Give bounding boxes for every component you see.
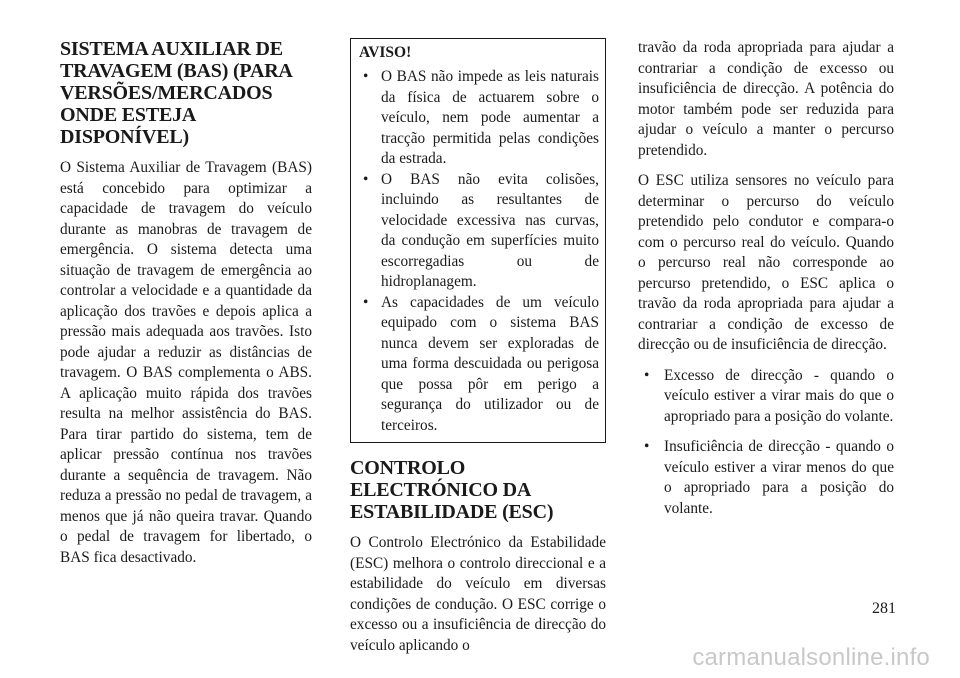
watermark: carmanualsonline.info xyxy=(692,644,930,671)
warning-list xyxy=(359,67,599,436)
esc-continued: travão da roda apropriada para ajudar a contrariar a condição de excesso ou insuficiência de direcção. A potência do motor também pode ser reduzida para ajudar o veículo a manter o percurso pretendido. xyxy=(638,39,894,159)
warning-item: • As capacidades de um veículo equipado com o sistema BAS nunca devem ser exploradas de uma forma descuidada ou perigosa que possa pôr em perigo a segurança do utilizador ou de terceiros. xyxy=(359,293,599,437)
page-number: 281 xyxy=(872,600,896,617)
middle-column xyxy=(350,38,606,666)
warning-title: AVISO! xyxy=(359,44,412,61)
warning-item: • O BAS não impede as leis naturais da física de actuarem sobre o veículo, nem pode aumentar a tracção permitida pelas condições da estrada. xyxy=(359,67,599,170)
warning-box xyxy=(350,38,606,443)
esc-heading: CONTROLO ELECTRÓNICO DA ESTABILIDADE (ESC) xyxy=(350,457,554,523)
bas-heading: SISTEMA AUXILIAR DE TRAVAGEM (BAS) (PARA VERSÕES/MERCADOS ONDE ESTEJA DISPONÍVEL) xyxy=(60,38,292,148)
warning-item: • O BAS não evita colisões, incluindo as resultantes de velocidade excessiva nas curvas, da condução em superfícies muito escorregadias ou de hidroplanagem. xyxy=(359,170,599,293)
esc-intro: O Controlo Electrónico da Estabilidade (ESC) melhora o controlo direccional e a estabilidade do veículo em diversas condições de condução. O ESC corrige o excesso ou a insuficiência de direcção do veículo aplicando o xyxy=(350,534,606,654)
left-column xyxy=(60,38,312,578)
esc-sensors: O ESC utiliza sensores no veículo para determinar o percurso do veículo pretendido pelo condutor e compara-o com o percurso real do veículo. Quando o percurso real não corresponde ao percurso pretendido, o ESC aplica o travão da roda apropriada para ajudar a contrariar a condição de excesso de direcção ou de insuficiência de direcção. xyxy=(638,172,894,353)
understeer-item: • Insuficiência de direcção - quando o veículo estiver a virar menos do que o apropriado para a posição do volante. xyxy=(638,437,894,519)
oversteer-item: • Excesso de direcção - quando o veículo estiver a virar mais do que o apropriado para a posição do volante. xyxy=(638,366,894,428)
right-column xyxy=(638,38,894,529)
esc-conditions-list xyxy=(638,366,894,520)
bas-description: O Sistema Auxiliar de Travagem (BAS) está concebido para optimizar a capacidade de travagem do veículo durante as manobras de travagem de emergência. O sistema detecta uma situação de travagem de emergência ao controlar a velocidade e a quantidade da aplicação dos travões e depois aplica a pressão mais adequada aos travões. Isto pode ajudar a reduzir as distâncias de travagem. O BAS complementa o ABS. A aplicação muito rápida dos travões resulta na melhor assistência do BAS. Para tirar partido do sistema, tem de aplicar pressão contínua nos travões durante a sequência de travagem. Não reduza a pressão no pedal de travagem, a menos que já não queira travar. Quando o pedal de travagem for libertado, o BAS fica desactivado. xyxy=(60,159,312,566)
